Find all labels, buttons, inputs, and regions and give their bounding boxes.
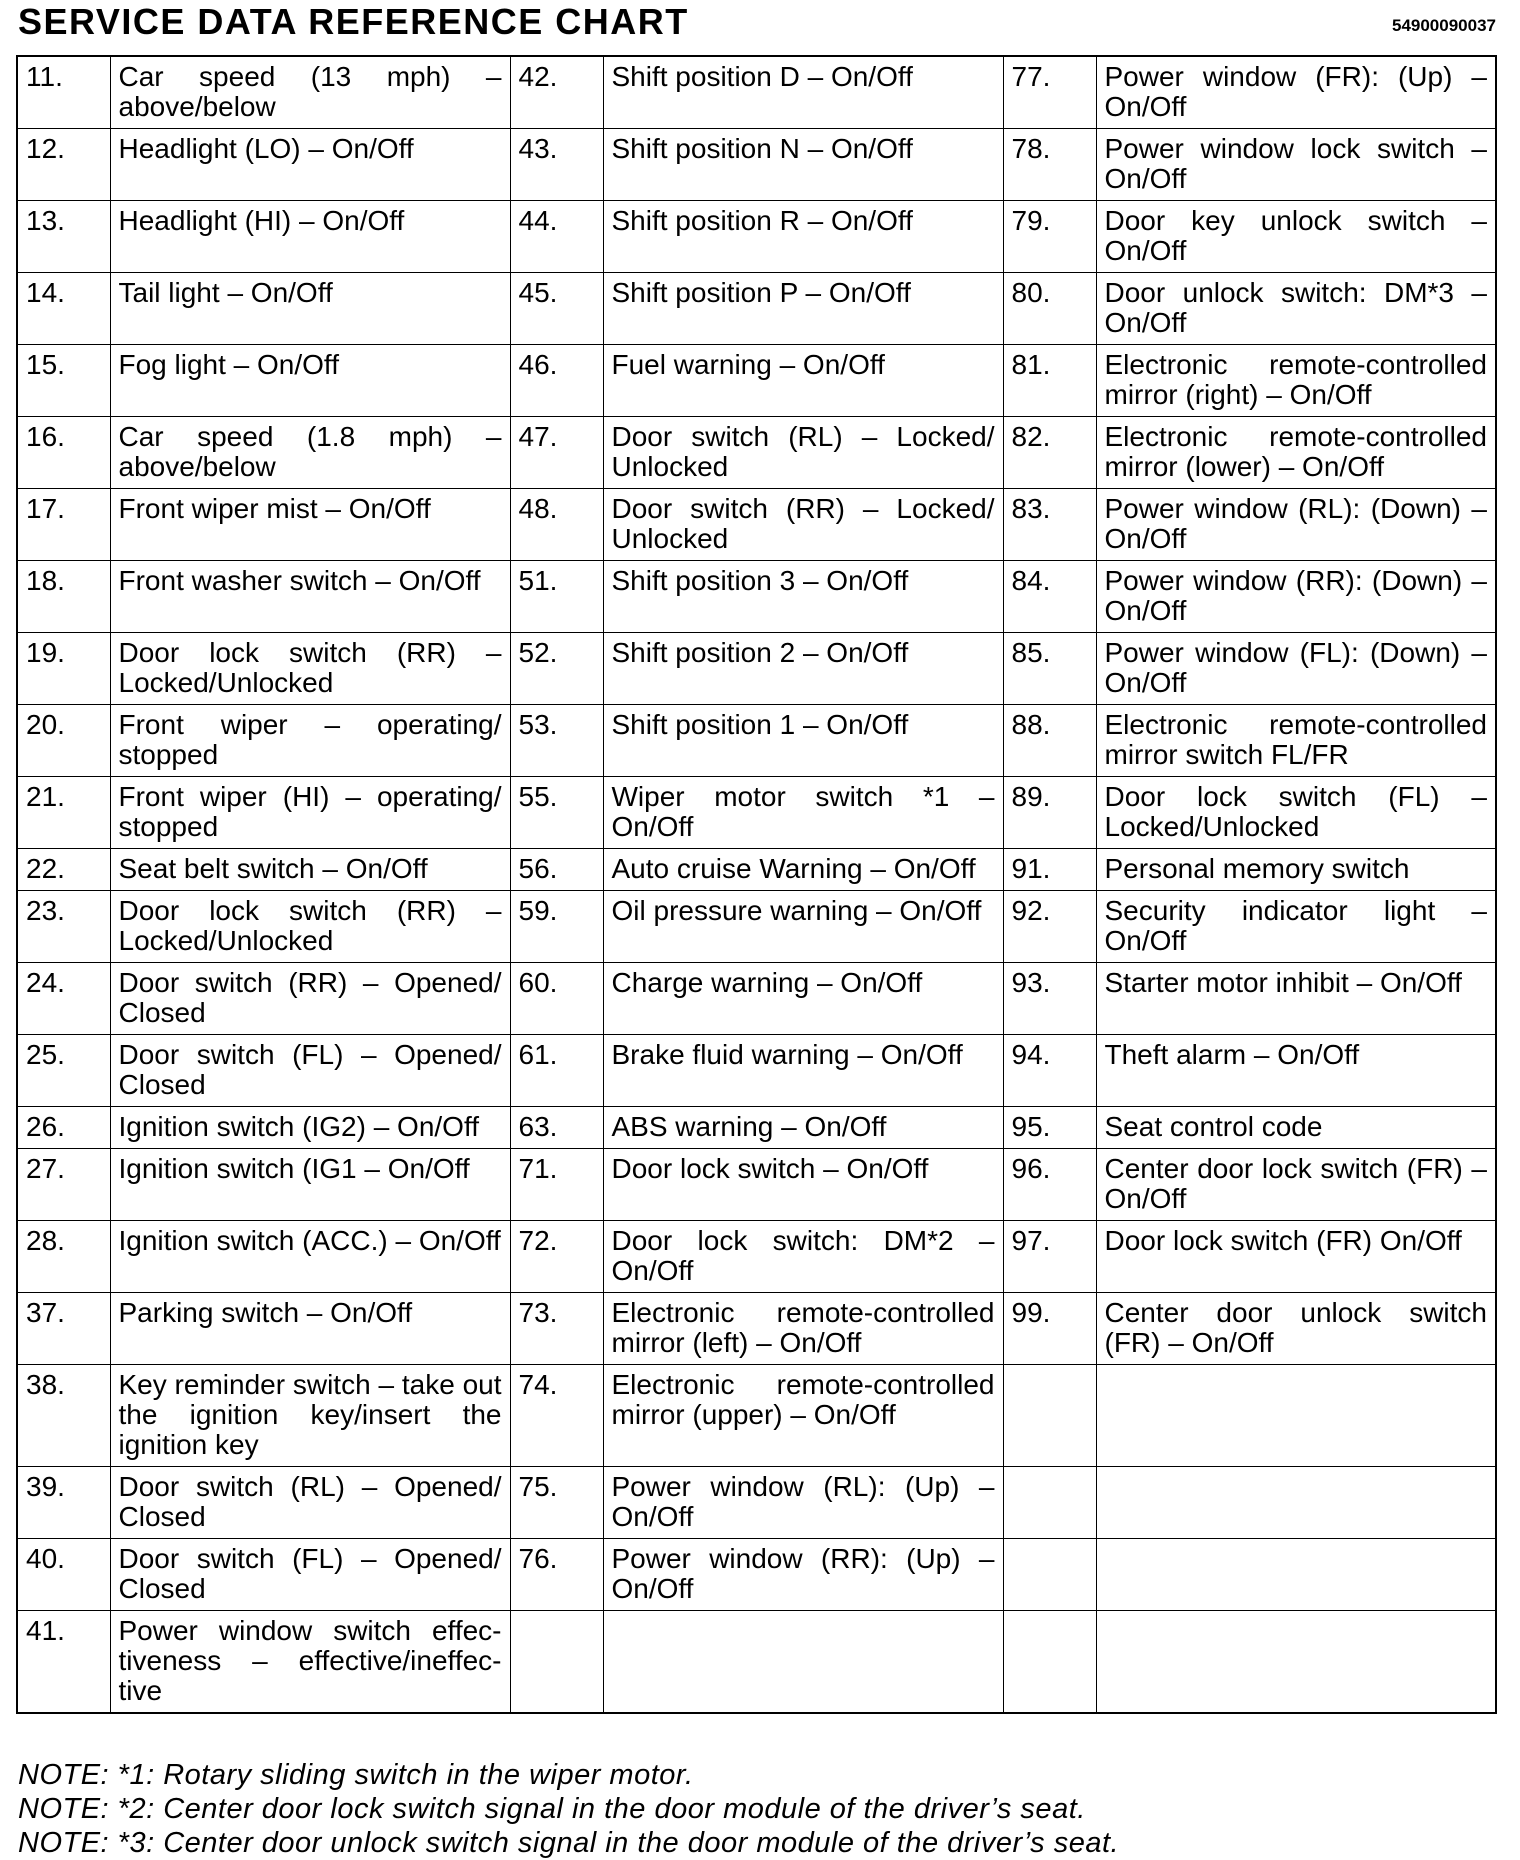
item-number: 89. bbox=[1003, 777, 1096, 849]
note-2: NOTE: *2: Center door lock switch signal in the door module of the driver’s seat. bbox=[18, 1793, 1086, 1825]
item-number: 40. bbox=[17, 1539, 110, 1611]
item-description: Door switch (RL) – Locked/ Unlocked bbox=[603, 417, 1003, 489]
item-description: Electronic remote-controlled mirror (left) – On/Off bbox=[603, 1293, 1003, 1365]
item-number: 17. bbox=[17, 489, 110, 561]
item-description: Seat control code bbox=[1096, 1107, 1496, 1149]
item-description: Power window (FR): (Up) – On/Off bbox=[1096, 56, 1496, 129]
item-description: Door lock switch (FL) – Locked/Unlocked bbox=[1096, 777, 1496, 849]
item-description: Car speed (1.8 mph) – above/below bbox=[110, 417, 510, 489]
item-description: Front wiper mist – On/Off bbox=[110, 489, 510, 561]
item-description: Door lock switch – On/Off bbox=[603, 1149, 1003, 1221]
note-1: NOTE: *1: Rotary sliding switch in the wiper motor. bbox=[18, 1759, 694, 1791]
table-row bbox=[17, 1611, 1496, 1714]
item-description: Front washer switch – On/Off bbox=[110, 561, 510, 633]
item-description bbox=[1096, 1467, 1496, 1539]
item-number: 80. bbox=[1003, 273, 1096, 345]
table-row bbox=[17, 417, 1496, 489]
table-row bbox=[17, 1293, 1496, 1365]
item-description bbox=[1096, 1365, 1496, 1467]
item-description: Key reminder switch – take out the ignition key/insert the ignition key bbox=[110, 1365, 510, 1467]
item-number: 28. bbox=[17, 1221, 110, 1293]
item-number: 47. bbox=[510, 417, 603, 489]
item-description: Power window (FL): (Down) – On/Off bbox=[1096, 633, 1496, 705]
item-description: Shift position D – On/Off bbox=[603, 56, 1003, 129]
item-number: 13. bbox=[17, 201, 110, 273]
table-row bbox=[17, 705, 1496, 777]
item-description: Electronic remote-controlled mirror (lower) – On/Off bbox=[1096, 417, 1496, 489]
item-number: 76. bbox=[510, 1539, 603, 1611]
table-row bbox=[17, 273, 1496, 345]
item-number: 93. bbox=[1003, 963, 1096, 1035]
table-row bbox=[17, 891, 1496, 963]
item-number: 78. bbox=[1003, 129, 1096, 201]
item-number: 59. bbox=[510, 891, 603, 963]
item-description: Brake fluid warning – On/Off bbox=[603, 1035, 1003, 1107]
item-description: Fuel warning – On/Off bbox=[603, 345, 1003, 417]
item-number: 85. bbox=[1003, 633, 1096, 705]
service-data-table-body bbox=[17, 56, 1496, 1713]
item-number: 75. bbox=[510, 1467, 603, 1539]
item-number: 14. bbox=[17, 273, 110, 345]
item-number bbox=[1003, 1611, 1096, 1714]
item-description: Power window switch effec- tiveness – effective/ineffec- tive bbox=[110, 1611, 510, 1714]
table-row bbox=[17, 561, 1496, 633]
item-description: Ignition switch (IG1 – On/Off bbox=[110, 1149, 510, 1221]
item-description: Front wiper (HI) – operating/ stopped bbox=[110, 777, 510, 849]
table-row bbox=[17, 777, 1496, 849]
table-row bbox=[17, 963, 1496, 1035]
item-number: 83. bbox=[1003, 489, 1096, 561]
item-number: 12. bbox=[17, 129, 110, 201]
item-description: Theft alarm – On/Off bbox=[1096, 1035, 1496, 1107]
item-number: 71. bbox=[510, 1149, 603, 1221]
item-description: Headlight (HI) – On/Off bbox=[110, 201, 510, 273]
table-row bbox=[17, 345, 1496, 417]
item-description: Power window (RL): (Down) – On/Off bbox=[1096, 489, 1496, 561]
item-number: 97. bbox=[1003, 1221, 1096, 1293]
item-description: Security indicator light – On/Off bbox=[1096, 891, 1496, 963]
table-row bbox=[17, 1539, 1496, 1611]
item-number: 94. bbox=[1003, 1035, 1096, 1107]
item-description: Power window (RL): (Up) – On/Off bbox=[603, 1467, 1003, 1539]
table-row bbox=[17, 633, 1496, 705]
table-row bbox=[17, 1035, 1496, 1107]
item-number: 20. bbox=[17, 705, 110, 777]
item-number: 46. bbox=[510, 345, 603, 417]
item-number bbox=[1003, 1365, 1096, 1467]
item-number: 26. bbox=[17, 1107, 110, 1149]
item-description: Electronic remote-controlled mirror (right) – On/Off bbox=[1096, 345, 1496, 417]
item-number: 42. bbox=[510, 56, 603, 129]
item-number: 11. bbox=[17, 56, 110, 129]
table-row bbox=[17, 201, 1496, 273]
item-description: Door switch (RL) – Opened/ Closed bbox=[110, 1467, 510, 1539]
item-number: 88. bbox=[1003, 705, 1096, 777]
item-description: Door switch (RR) – Opened/ Closed bbox=[110, 963, 510, 1035]
item-description: Car speed (13 mph) – above/below bbox=[110, 56, 510, 129]
item-number: 61. bbox=[510, 1035, 603, 1107]
item-description: Shift position 2 – On/Off bbox=[603, 633, 1003, 705]
document-id: 54900090037 bbox=[1391, 16, 1496, 35]
item-number: 63. bbox=[510, 1107, 603, 1149]
item-description: Starter motor inhibit – On/Off bbox=[1096, 963, 1496, 1035]
item-description: Headlight (LO) – On/Off bbox=[110, 129, 510, 201]
table-row bbox=[17, 1365, 1496, 1467]
item-number: 52. bbox=[510, 633, 603, 705]
item-description: Door switch (FL) – Opened/ Closed bbox=[110, 1539, 510, 1611]
item-number: 82. bbox=[1003, 417, 1096, 489]
item-description: Door lock switch (RR) – Locked/Unlocked bbox=[110, 633, 510, 705]
item-description: Fog light – On/Off bbox=[110, 345, 510, 417]
table-row bbox=[17, 1149, 1496, 1221]
item-description: Ignition switch (IG2) – On/Off bbox=[110, 1107, 510, 1149]
item-description: Shift position R – On/Off bbox=[603, 201, 1003, 273]
table-row bbox=[17, 489, 1496, 561]
item-number: 77. bbox=[1003, 56, 1096, 129]
item-number: 23. bbox=[17, 891, 110, 963]
item-description: Door lock switch (RR) – Locked/Unlocked bbox=[110, 891, 510, 963]
item-number: 41. bbox=[17, 1611, 110, 1714]
item-number: 73. bbox=[510, 1293, 603, 1365]
item-number: 56. bbox=[510, 849, 603, 891]
item-number: 81. bbox=[1003, 345, 1096, 417]
item-number: 22. bbox=[17, 849, 110, 891]
item-description: Shift position 1 – On/Off bbox=[603, 705, 1003, 777]
item-number: 25. bbox=[17, 1035, 110, 1107]
note-3: NOTE: *3: Center door unlock switch signal in the door module of the driver’s seat. bbox=[18, 1827, 1120, 1859]
table-row bbox=[17, 1107, 1496, 1149]
item-description: Oil pressure warning – On/Off bbox=[603, 891, 1003, 963]
item-number: 37. bbox=[17, 1293, 110, 1365]
item-number: 84. bbox=[1003, 561, 1096, 633]
table-row bbox=[17, 56, 1496, 129]
table-row bbox=[17, 129, 1496, 201]
item-number: 99. bbox=[1003, 1293, 1096, 1365]
table-row bbox=[17, 1221, 1496, 1293]
item-number: 27. bbox=[17, 1149, 110, 1221]
item-description: Tail light – On/Off bbox=[110, 273, 510, 345]
item-number: 74. bbox=[510, 1365, 603, 1467]
item-description: Charge warning – On/Off bbox=[603, 963, 1003, 1035]
item-number: 38. bbox=[17, 1365, 110, 1467]
item-number: 92. bbox=[1003, 891, 1096, 963]
item-description: Front wiper – operating/ stopped bbox=[110, 705, 510, 777]
item-number: 21. bbox=[17, 777, 110, 849]
item-number: 16. bbox=[17, 417, 110, 489]
item-number: 95. bbox=[1003, 1107, 1096, 1149]
item-number: 44. bbox=[510, 201, 603, 273]
item-description bbox=[1096, 1539, 1496, 1611]
item-description: Door switch (FL) – Opened/ Closed bbox=[110, 1035, 510, 1107]
item-number: 43. bbox=[510, 129, 603, 201]
item-description: Power window (RR): (Down) – On/Off bbox=[1096, 561, 1496, 633]
page-title: SERVICE DATA REFERENCE CHART bbox=[18, 1, 689, 42]
table-row bbox=[17, 1467, 1496, 1539]
item-description: Power window (RR): (Up) – On/Off bbox=[603, 1539, 1003, 1611]
item-description: Wiper motor switch *1 – On/Off bbox=[603, 777, 1003, 849]
item-number: 72. bbox=[510, 1221, 603, 1293]
item-description: Door key unlock switch – On/Off bbox=[1096, 201, 1496, 273]
item-number bbox=[1003, 1539, 1096, 1611]
item-number: 53. bbox=[510, 705, 603, 777]
item-description: ABS warning – On/Off bbox=[603, 1107, 1003, 1149]
table-row bbox=[17, 849, 1496, 891]
item-description bbox=[1096, 1611, 1496, 1714]
item-description: Personal memory switch bbox=[1096, 849, 1496, 891]
item-description: Center door lock switch (FR) – On/Off bbox=[1096, 1149, 1496, 1221]
item-number: 18. bbox=[17, 561, 110, 633]
notes bbox=[18, 1758, 1119, 1860]
item-description: Auto cruise Warning – On/Off bbox=[603, 849, 1003, 891]
item-description: Power window lock switch – On/Off bbox=[1096, 129, 1496, 201]
item-number: 48. bbox=[510, 489, 603, 561]
item-number: 55. bbox=[510, 777, 603, 849]
item-description: Door unlock switch: DM*3 – On/Off bbox=[1096, 273, 1496, 345]
item-number: 39. bbox=[17, 1467, 110, 1539]
item-number: 19. bbox=[17, 633, 110, 705]
item-description: Shift position N – On/Off bbox=[603, 129, 1003, 201]
item-number: 79. bbox=[1003, 201, 1096, 273]
item-number: 60. bbox=[510, 963, 603, 1035]
item-number: 24. bbox=[17, 963, 110, 1035]
item-number: 91. bbox=[1003, 849, 1096, 891]
item-description: Parking switch – On/Off bbox=[110, 1293, 510, 1365]
item-description: Shift position 3 – On/Off bbox=[603, 561, 1003, 633]
item-number: 96. bbox=[1003, 1149, 1096, 1221]
item-description: Door lock switch (FR) On/Off bbox=[1096, 1221, 1496, 1293]
item-description: Door switch (RR) – Locked/ Unlocked bbox=[603, 489, 1003, 561]
service-data-table bbox=[16, 55, 1497, 1714]
item-description: Electronic remote-controlled mirror switch FL/FR bbox=[1096, 705, 1496, 777]
item-number: 45. bbox=[510, 273, 603, 345]
item-number: 51. bbox=[510, 561, 603, 633]
item-description: Seat belt switch – On/Off bbox=[110, 849, 510, 891]
item-description bbox=[603, 1611, 1003, 1714]
item-number bbox=[510, 1611, 603, 1714]
item-description: Shift position P – On/Off bbox=[603, 273, 1003, 345]
item-description: Center door unlock switch (FR) – On/Off bbox=[1096, 1293, 1496, 1365]
item-description: Ignition switch (ACC.) – On/Off bbox=[110, 1221, 510, 1293]
item-number bbox=[1003, 1467, 1096, 1539]
item-number: 15. bbox=[17, 345, 110, 417]
item-description: Door lock switch: DM*2 – On/Off bbox=[603, 1221, 1003, 1293]
item-description: Electronic remote-controlled mirror (upper) – On/Off bbox=[603, 1365, 1003, 1467]
